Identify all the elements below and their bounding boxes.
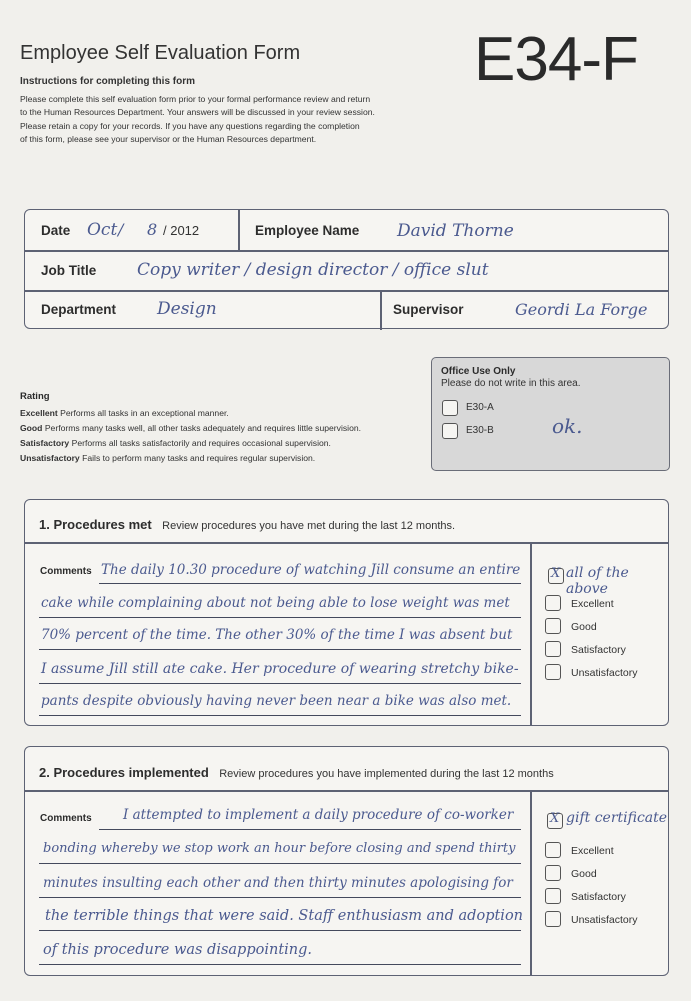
office-heading: Office Use Only <box>441 366 516 377</box>
comment-text-line[interactable]: of this procedure was disappointing. <box>43 942 313 958</box>
comment-text-line[interactable]: bonding whereby we stop work an hour before closing and spend thirty <box>43 841 516 856</box>
check-mark: X <box>550 811 560 826</box>
rating-excellent <box>20 408 229 418</box>
instructions-line: of this form, please see your supervisor or the Human Resources department. <box>20 133 317 144</box>
instructions-line: to the Human Resources Department. Your answers will be discussed in your review session. <box>20 107 375 118</box>
form-code: E34-F <box>474 25 638 94</box>
section-procedures-implemented <box>24 746 669 976</box>
unsatisfactory-checkbox[interactable] <box>545 911 561 927</box>
date-separator: / <box>118 220 124 239</box>
date-year: / 2012 <box>163 223 200 238</box>
unsatisfactory-checkbox[interactable] <box>545 664 561 680</box>
comment-text-line[interactable]: I assume Jill still ate cake. Her procedure of wearing stretchy bike- <box>41 661 519 677</box>
rating-desc: Fails to perform many tasks and requires regular supervision. <box>79 453 316 463</box>
rating-desc: Performs all tasks satisfactorily and requires occasional supervision. <box>69 438 331 448</box>
rating-desc: Performs all tasks in an exceptional manner. <box>57 408 229 418</box>
rating-satisfactory <box>20 438 331 448</box>
comments-label: Comments <box>40 566 92 577</box>
instructions-heading: Instructions for completing this form <box>20 76 196 87</box>
date-label: Date <box>41 223 71 238</box>
comment-text-line[interactable]: pants despite obviously having never been near a bike was also met. <box>41 693 512 709</box>
comments-label: Comments <box>40 813 92 824</box>
date-day-field[interactable]: 8 <box>147 220 158 239</box>
department-field[interactable]: Design <box>157 299 217 319</box>
employee-name-field[interactable]: David Thorne <box>397 221 514 241</box>
satisfactory-checkbox[interactable] <box>545 641 561 657</box>
custom-option-label: gift certificate <box>566 810 668 826</box>
comment-text-line[interactable]: 70% percent of the time. The other 30% of the time I was absent but <box>41 627 513 643</box>
excellent-checkbox[interactable] <box>545 842 561 858</box>
rating-unsatisfactory <box>20 453 315 463</box>
rating-term: Satisfactory <box>20 438 70 448</box>
e30b-label: E30-B <box>466 425 494 436</box>
excellent-label: Excellent <box>571 598 614 610</box>
e30b-checkbox[interactable] <box>442 423 458 439</box>
instructions-body <box>20 93 490 146</box>
office-use-box <box>431 357 670 471</box>
section-description: Review procedures you have met during the last 12 months. <box>162 520 456 532</box>
supervisor-label: Supervisor <box>393 302 464 317</box>
employee-name-label: Employee Name <box>255 223 360 238</box>
rating-term: Excellent <box>20 408 58 418</box>
good-label: Good <box>571 868 597 880</box>
section-title: 2. Procedures implemented <box>39 765 209 780</box>
instructions-line: Please retain a copy for your records. If you have any questions regarding the completion <box>20 120 360 131</box>
unsatisfactory-label: Unsatisfactory <box>571 667 638 679</box>
custom-option-label: all of the above <box>566 565 629 597</box>
instructions-line: Please complete this self evaluation form prior to your formal performance review and return <box>20 94 371 104</box>
office-note: Please do not write in this area. <box>441 378 581 389</box>
comment-text-line[interactable]: the terrible things that were said. Staff enthusiasm and adoption <box>45 908 524 924</box>
satisfactory-label: Satisfactory <box>571 644 626 656</box>
rating-term: Unsatisfactory <box>20 453 80 463</box>
section-title-row <box>39 516 455 534</box>
job-title-label: Job Title <box>41 263 97 278</box>
details-box <box>24 209 669 329</box>
section-title-row <box>39 764 554 782</box>
comment-text-line[interactable]: I attempted to implement a daily procedure of co-worker <box>123 807 514 823</box>
rating-term: Good <box>20 423 43 433</box>
unsatisfactory-label: Unsatisfactory <box>571 914 638 926</box>
rating-heading: Rating <box>20 391 50 402</box>
comment-text-line[interactable]: minutes insulting each other and then thirty minutes apologising for <box>43 875 513 891</box>
rating-good <box>20 423 361 433</box>
satisfactory-label: Satisfactory <box>571 891 626 903</box>
satisfactory-checkbox[interactable] <box>545 888 561 904</box>
section-procedures-met <box>24 499 669 726</box>
date-month-field[interactable]: Oct <box>87 220 118 240</box>
comment-text-line[interactable]: The daily 10.30 procedure of watching Jill consume an entire <box>101 562 521 578</box>
custom-option-checkbox[interactable] <box>547 813 563 829</box>
form-title: Employee Self Evaluation Form <box>20 42 301 64</box>
job-title-field[interactable]: Copy writer / design director / office slut <box>137 260 489 280</box>
good-checkbox[interactable] <box>545 865 561 881</box>
custom-option-checkbox[interactable] <box>548 568 564 584</box>
rating-desc: Performs many tasks well, all other tasks adequately and requires little supervision. <box>42 423 362 433</box>
office-handwritten-note: ok. <box>552 414 583 438</box>
comment-text-line[interactable]: cake while complaining about not being able to lose weight was met <box>41 595 510 611</box>
e30a-label: E30-A <box>466 402 494 413</box>
supervisor-field[interactable]: Geordi La Forge <box>515 300 648 319</box>
excellent-label: Excellent <box>571 845 614 857</box>
department-label: Department <box>41 302 117 317</box>
check-mark: X <box>551 566 561 581</box>
good-checkbox[interactable] <box>545 618 561 634</box>
section-title: 1. Procedures met <box>39 517 152 532</box>
section-description: Review procedures you have implemented during the last 12 months <box>219 768 554 780</box>
excellent-checkbox[interactable] <box>545 595 561 611</box>
e30a-checkbox[interactable] <box>442 400 458 416</box>
good-label: Good <box>571 621 597 633</box>
